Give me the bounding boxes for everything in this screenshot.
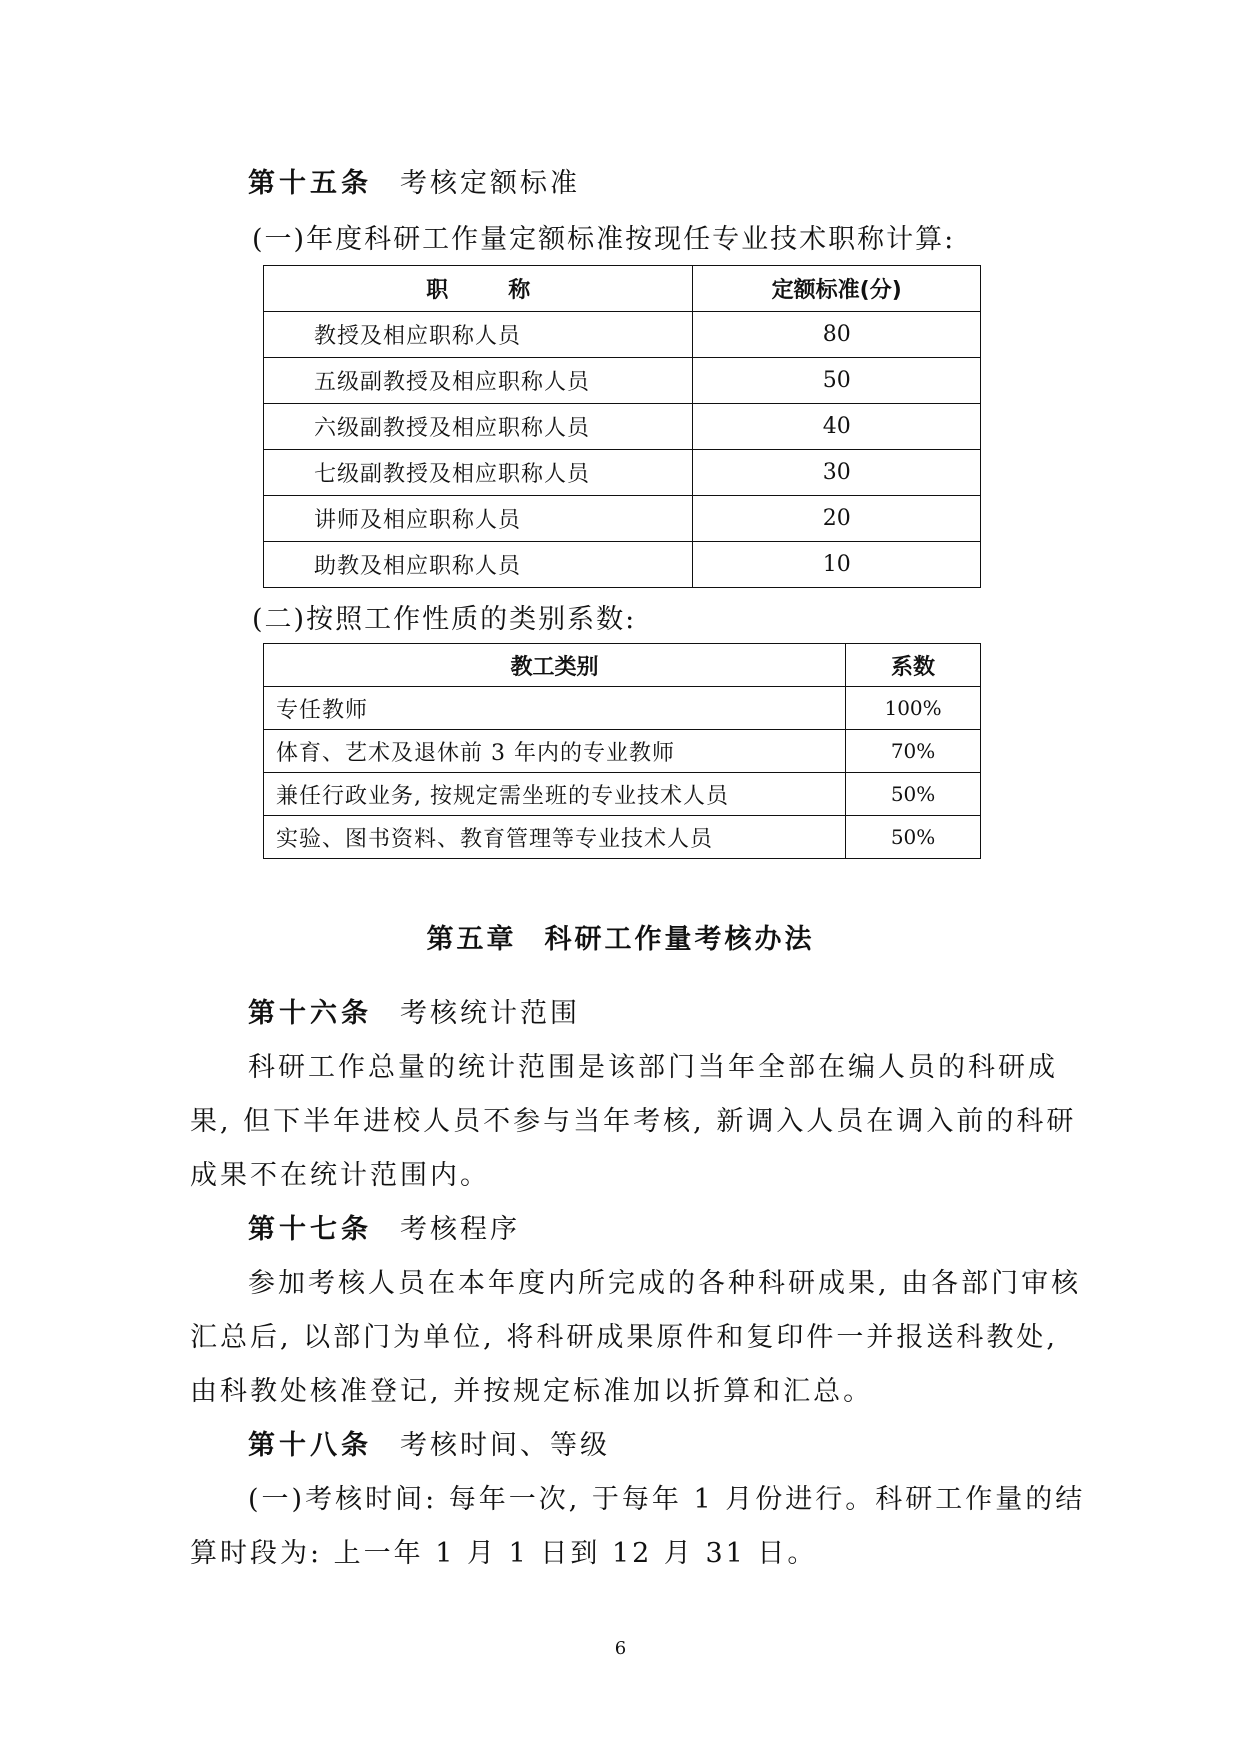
article-15-number: 第十五条 [248,168,372,199]
title-cell: 七级副教授及相应职称人员 [264,450,693,496]
coefficient-cell: 50% [846,773,981,816]
article-18-number: 第十八条 [248,1430,372,1461]
article-16-heading [248,996,580,1032]
category-cell: 体育、艺术及退休前 3 年内的专业教师 [264,730,846,773]
quota-cell: 20 [693,496,981,542]
article-18-heading [248,1428,610,1464]
quota-cell: 30 [693,450,981,496]
category-coefficient-table [263,643,981,859]
article-17-title: 考核程序 [400,1214,520,1245]
article-17-text-line: 由科教处核准登记, 并按规定标准加以折算和汇总。 [190,1376,874,1407]
article-16-title: 考核统计范围 [400,998,580,1029]
category-cell: 兼任行政业务, 按规定需坐班的专业技术人员 [264,773,846,816]
section-1-intro: (一)年度科研工作量定额标准按现任专业技术职称计算: [252,224,956,255]
header-title-cell [264,266,693,312]
category-cell: 实验、图书资料、教育管理等专业技术人员 [264,816,846,859]
coefficient-cell: 70% [846,730,981,773]
coefficient-cell: 50% [846,816,981,859]
article-15-heading [248,166,580,202]
page-number: 6 [614,1638,627,1659]
coefficient-cell: 100% [846,687,981,730]
table-row [264,312,981,358]
header-title-char-2: 称 [508,278,531,303]
article-18-text-line: (一)考核时间: 每年一次, 于每年 1 月份进行。科研工作量的结 [248,1484,1086,1515]
article-17-number: 第十七条 [248,1214,372,1245]
table-header-row [264,266,981,312]
category-cell: 专任教师 [264,687,846,730]
header-title-char-1: 职 [426,278,449,303]
table-row [264,496,981,542]
title-cell: 六级副教授及相应职称人员 [264,404,693,450]
header-coefficient-cell: 系数 [846,644,981,687]
quota-standard-table [263,265,981,588]
table-row [264,687,981,730]
table-row [264,358,981,404]
header-quota-cell: 定额标准(分) [693,266,981,312]
article-18-text-line: 算时段为: 上一年 1 月 1 日到 12 月 31 日。 [190,1538,818,1569]
table-row [264,542,981,588]
article-17-text-line: 参加考核人员在本年度内所完成的各种科研成果, 由各部门审核 [248,1268,1082,1299]
article-17-text-line: 汇总后, 以部门为单位, 将科研成果原件和复印件一并报送科教处, [190,1322,1058,1353]
table-row [264,404,981,450]
title-cell: 教授及相应职称人员 [264,312,693,358]
table-header-row [264,644,981,687]
chapter-heading [0,922,1241,958]
quota-cell: 50 [693,358,981,404]
article-16-text-line: 科研工作总量的统计范围是该部门当年全部在编人员的科研成 [248,1052,1058,1083]
article-15-title: 考核定额标准 [400,168,580,199]
article-16-number: 第十六条 [248,998,372,1029]
table-row [264,450,981,496]
title-cell: 助教及相应职称人员 [264,542,693,588]
title-cell: 讲师及相应职称人员 [264,496,693,542]
title-cell: 五级副教授及相应职称人员 [264,358,693,404]
quota-cell: 80 [693,312,981,358]
header-category-cell: 教工类别 [264,644,846,687]
chapter-title: 科研工作量考核办法 [544,924,815,955]
section-2-intro: (二)按照工作性质的类别系数: [252,604,637,635]
table-row [264,773,981,816]
chapter-number: 第五章 [426,924,517,955]
table-row [264,816,981,859]
article-17-heading [248,1212,520,1248]
quota-cell: 10 [693,542,981,588]
quota-cell: 40 [693,404,981,450]
article-16-text-line: 果, 但下半年进校人员不参与当年考核, 新调入人员在调入前的科研 [190,1106,1077,1137]
article-16-text-line: 成果不在统计范围内。 [190,1160,490,1191]
table-row [264,730,981,773]
article-18-title: 考核时间、等级 [400,1430,610,1461]
